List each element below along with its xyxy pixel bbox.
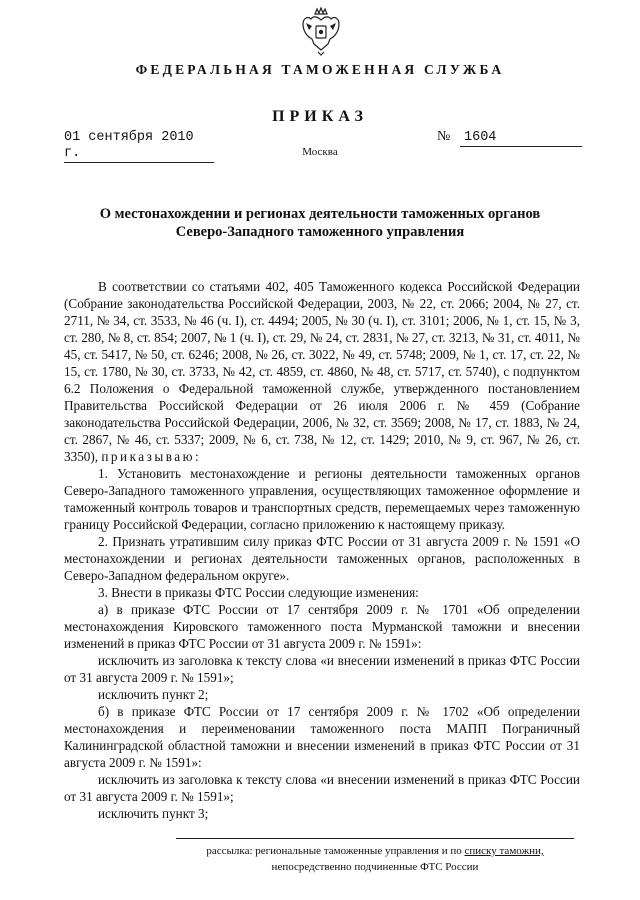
distribution-note <box>176 843 574 875</box>
preamble-text: В соответствии со статьями 402, 405 Таможенного кодекса Российской Федерации (Собрание законодательства Российской Федерации, 2003, № 22, ст. 2066; 2004, № 27, ст. 2711, № 34, ст. 3533, № 46 (ч. I), ст. 4494; 2005, № 30 (ч. I), ст. 3101; 2006, № 1, ст. 15, № 3, ст. 280, № 8, ст. 854; 2007, № 1 (ч. I), ст. 29, № 24, ст. 2831, № 27, ст. 3213, № 31, ст. 4011, № 45, ст. 5417, № 50, ст. 6246; 2008, № 26, ст. 3022, № 49, ст. 5748; 2009, № 1, ст. 17, ст. 22, № 15, ст. 1780, № 30, ст. 3733, № 42, ст. 4859, ст. 4860, № 48, ст. 5717, ст. 5740), с подпунктом 6.2 Положения о Федеральной таможенной службе, утвержденного постановлением Правительства Российской Федерации от 26 июля 2006 г. № 459 (Собрание законодательства Российской Федерации, 2006, № 32, ст. 3569; 2008, № 17, ст. 1883, № 24, ст. 2867, № 46, ст. 5337; 2009, № 6, ст. 738, № 12, ст. 1429; 2010, № 9, ст. 967, № 26, ст. 3350), <box>64 279 580 464</box>
city: Москва <box>302 146 338 158</box>
document-type: ПРИКАЗ <box>272 108 368 125</box>
order-number: 1604 <box>460 130 582 147</box>
item-1: 1. Установить местонахождение и регионы деятельности таможенных органов Северо-Западного таможенного управления, осуществляющих таможенное оформление и таможенный контроль товаров и транспортных средств, перемещаемых через таможенную границу Российской Федерации, согласно приложению к настоящему приказу. <box>64 466 580 532</box>
distribution-line-2: непосредственно подчиненные ФТС России <box>271 861 479 873</box>
item-3b-point-2: исключить пункт 3; <box>98 806 209 821</box>
agency-name: ФЕДЕРАЛЬНАЯ ТАМОЖЕННАЯ СЛУЖБА <box>135 62 505 77</box>
item-3a: а) в приказе ФТС России от 17 сентября 2009 г. № 1701 «Об определении местонахождения Кировского таможенного поста Мурманской таможни и внесении изменений в приказ ФТС России от 31 августа 2009 г. № 1591»: <box>64 602 580 651</box>
distribution-line-1 <box>176 843 574 859</box>
preamble-paragraph <box>64 278 580 465</box>
footer-divider <box>176 838 574 839</box>
order-word: приказываю: <box>101 449 202 464</box>
item-3a-point-2: исключить пункт 2; <box>98 687 209 702</box>
subject-line-1: О местонахождении и регионах деятельности таможенных органов <box>99 206 541 222</box>
distribution-list-link: списку таможни, <box>464 845 544 857</box>
item-3: 3. Внести в приказы ФТС России следующие изменения: <box>98 585 419 600</box>
order-subject <box>60 205 580 241</box>
russian-coat-of-arms-icon <box>300 6 342 56</box>
order-number-label: № <box>437 129 451 144</box>
order-date: 01 сентября 2010 г. <box>64 130 214 163</box>
item-3b: б) в приказе ФТС России от 17 сентября 2009 г. № 1702 «Об определении местонахождения и переименовании таможенного поста МАПП Пограничный Калининградской областной таможни и внесении изменений в приказ ФТС России от 31 августа 2009 г. № 1591»: <box>64 704 580 770</box>
distribution-text: рассылка: региональные таможенные управления и по <box>206 845 465 857</box>
order-body <box>64 278 580 822</box>
subject-line-2: Северо-Западного таможенного управления <box>175 224 465 240</box>
item-3b-point-1: исключить из заголовка к тексту слова «и внесении изменений в приказ ФТС России от 31 августа 2009 г. № 1591»; <box>64 772 580 804</box>
item-2: 2. Признать утратившим силу приказ ФТС России от 31 августа 2009 г. № 1591 «О местонахождении и регионах деятельности таможенных органов, расположенных в Северо-Западном федеральном округе». <box>64 534 580 583</box>
item-3a-point-1: исключить из заголовка к тексту слова «и внесении изменений в приказ ФТС России от 31 августа 2009 г. № 1591»; <box>64 653 580 685</box>
